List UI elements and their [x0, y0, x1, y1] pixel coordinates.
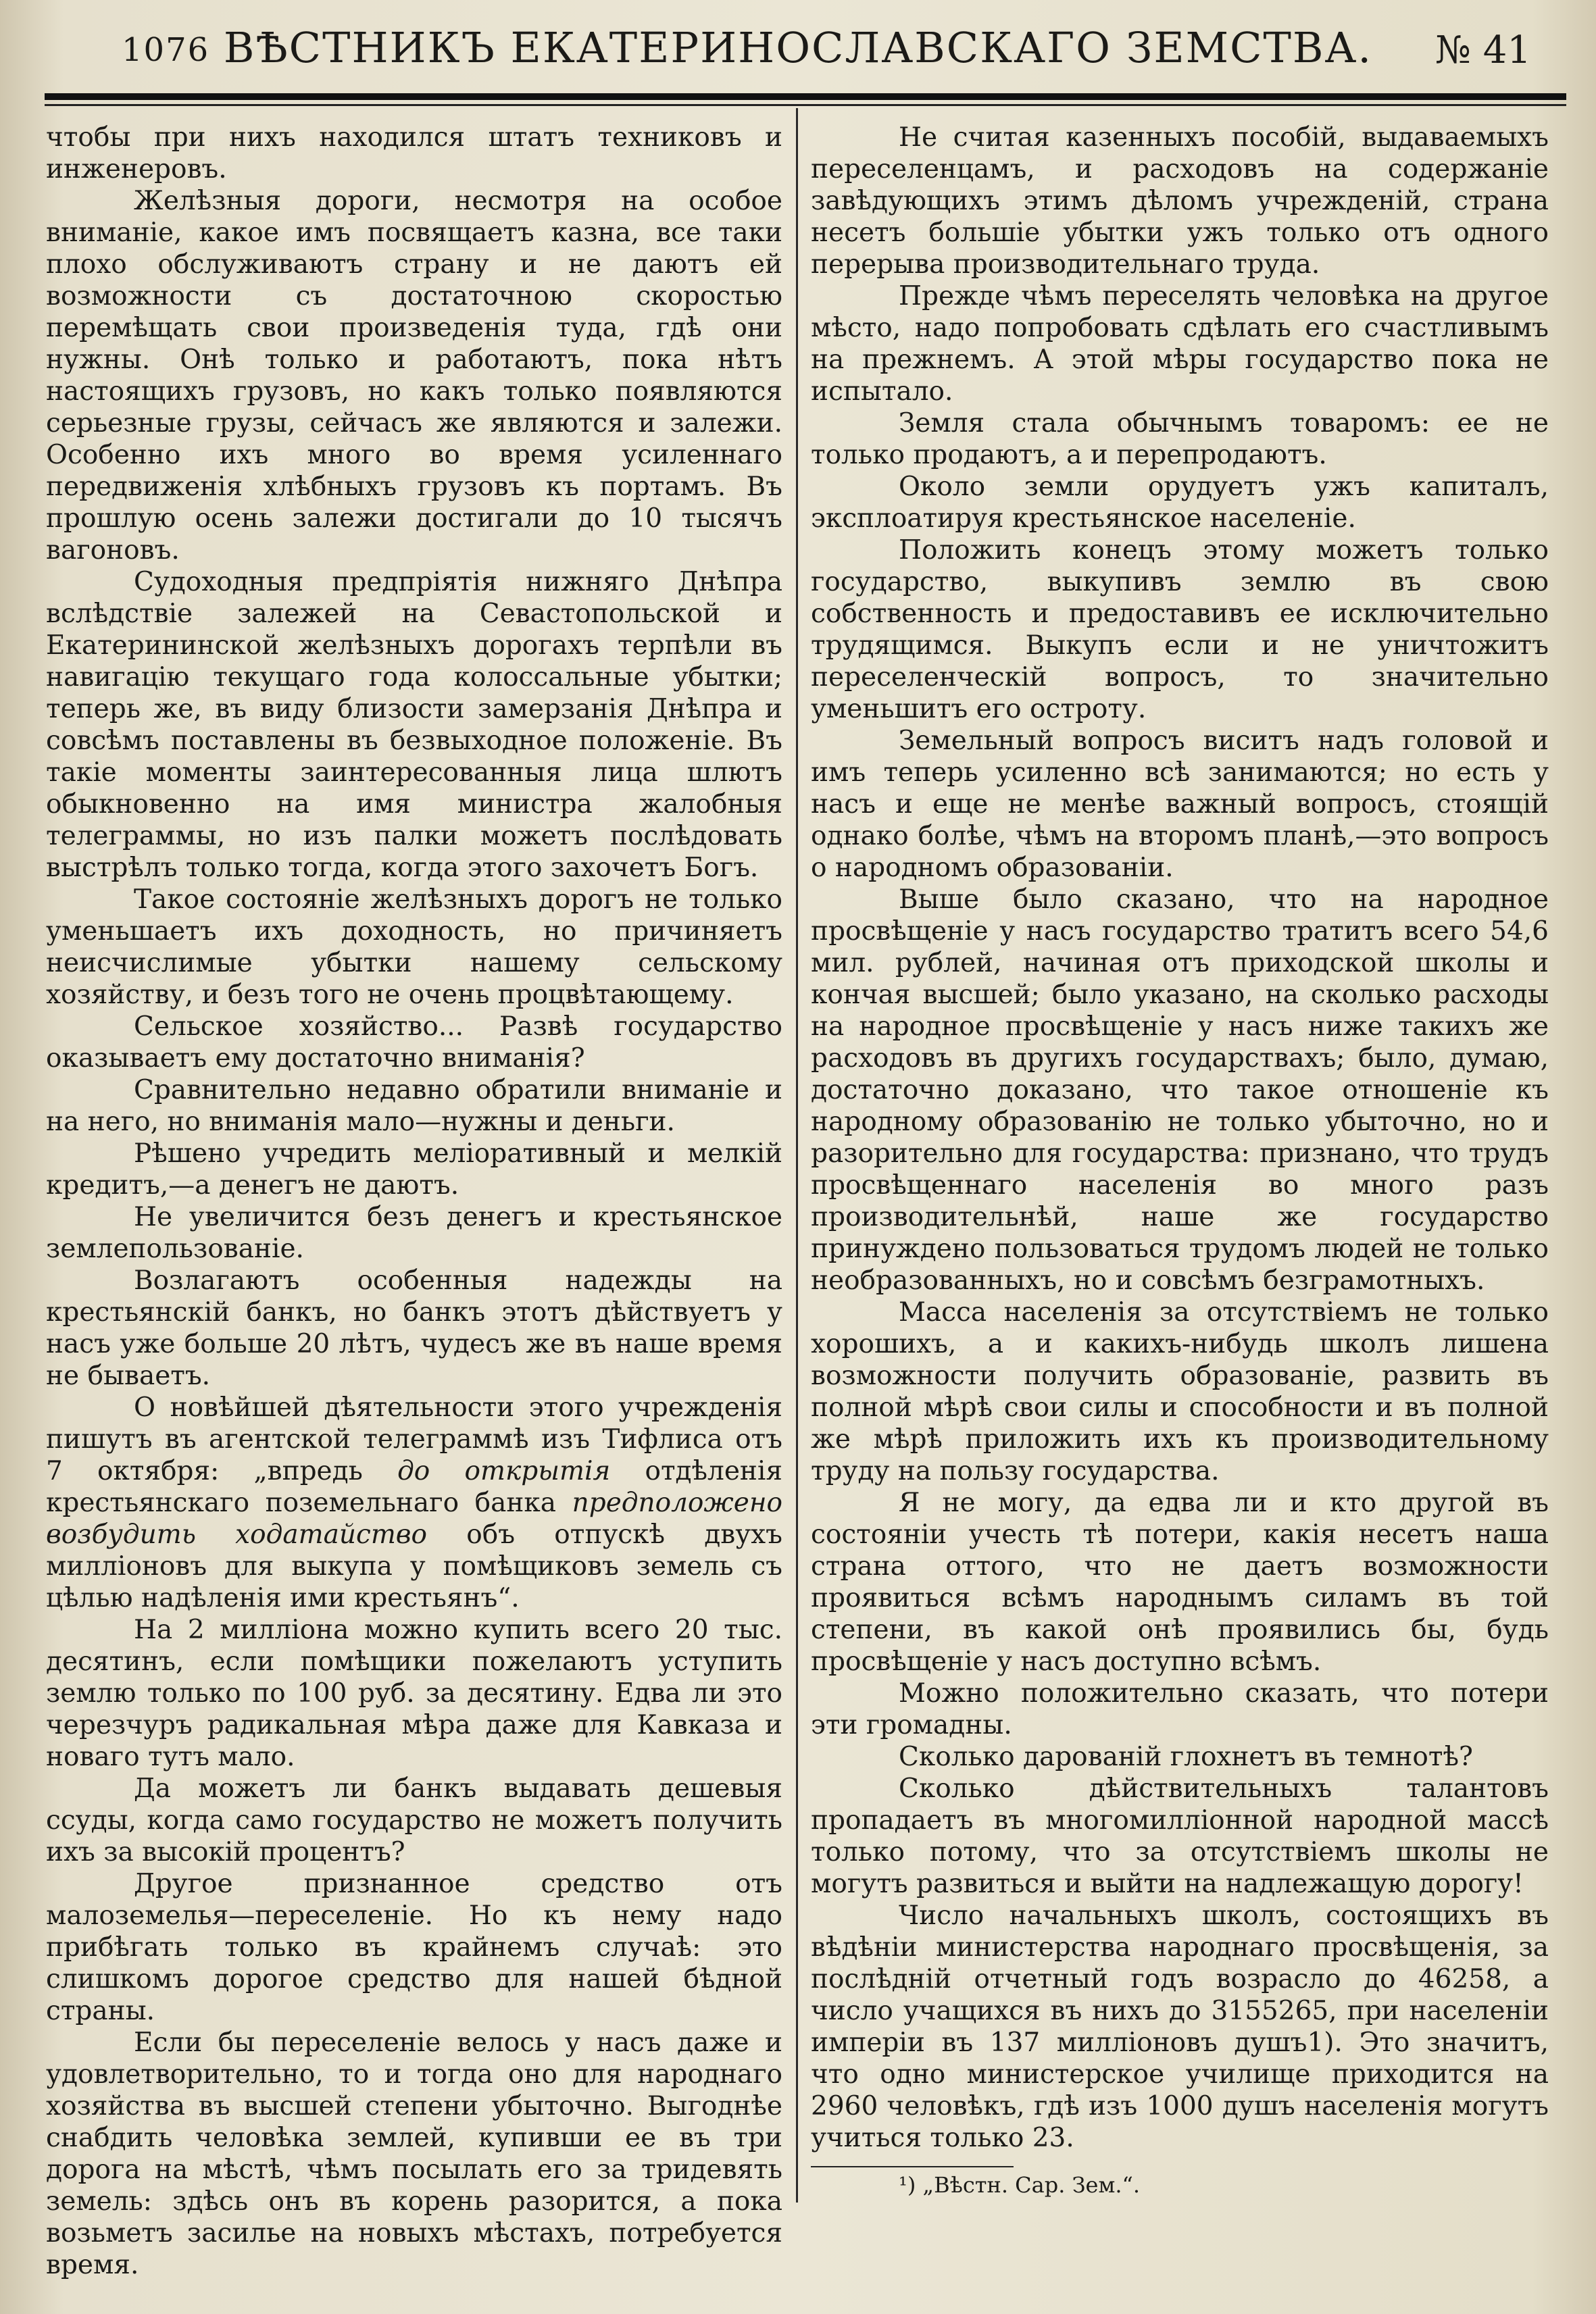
- paragraph: Прежде чѣмъ переселять человѣка на другое мѣсто, надо попробовать сдѣлать его счастливымъ на прежнемъ. А этой мѣры государство пока не испытало.: [811, 281, 1549, 407]
- footnote: ¹) „Вѣстн. Сар. Зем.“.: [899, 2172, 1141, 2198]
- column-divider: [796, 108, 798, 2203]
- paragraph: Рѣшено учредить меліоративный и мелкій кредитъ,—а денегъ не даютъ.: [46, 1138, 782, 1201]
- paragraph: Можно положительно сказать, что потери эти громадны.: [811, 1678, 1549, 1740]
- page-number: 1076: [122, 31, 210, 69]
- paragraph: Масса населенія за отсутствіемъ не только хорошихъ, а и какихъ-нибудь школъ лишена возможности получить образованіе, развить въ полной мѣрѣ свои силы и способности и въ полной же мѣрѣ приложить ихъ къ производительному труду на пользу государства.: [811, 1297, 1549, 1486]
- paragraph: Судоходныя предпріятія нижняго Днѣпра вслѣдствіе залежей на Севастопольской и Екатерининской желѣзныхъ дорогахъ терпѣли въ навигацію текущаго года колоссальные убытки; теперь же, въ виду близости замерзанія Днѣпра и совсѣмъ поставлены въ безвыходное положеніе. Въ такіе моменты заинтересованныя лица шлютъ обыкновенно на имя министра жалобныя телеграммы, но изъ палки можетъ послѣдовать выстрѣлъ только тогда, когда этого захочетъ Богъ.: [46, 567, 782, 883]
- paragraph: Если бы переселеніе велось у насъ даже и удовлетворительно, то и тогда оно для народнаго хозяйства въ высшей степени убыточно. Выгоднѣе снабдить человѣка землей, купивши ее въ три дорога на мѣстѣ, чѣмъ посылать его за тридевять земель: здѣсь онъ въ корень разорится, а пока возьметъ засилье на новыхъ мѣстахъ, потребуется время.: [46, 2028, 782, 2280]
- page-header: [41, 20, 1555, 88]
- paragraph: Сравнительно недавно обратили вниманіе и на него, но вниманія мало—нужны и деньги.: [46, 1075, 782, 1137]
- quote-italic: до открытія: [397, 1456, 611, 1486]
- issue-number: № 41: [1435, 28, 1531, 72]
- paragraph: Да можетъ ли банкъ выдавать дешевыя ссуды, когда само государство не можетъ получить ихъ за высокій процентъ?: [46, 1774, 782, 1867]
- quote-text: объ отпускѣ двухъ милліоновъ для выкупа у помѣщиковъ земель съ цѣлью надѣленія ими крестьянъ“.: [46, 1519, 782, 1613]
- footnote-rule: [811, 2166, 1014, 2167]
- paragraph: Положить конецъ этому можетъ только государство, выкупивъ землю въ свою собственность и предоставивъ ее исключительно трудящимся. Выкупъ если и не уничтожитъ переселенческій вопросъ, то значительно уменьшитъ его остроту.: [811, 535, 1549, 724]
- journal-title: ВѢСТНИКЪ ЕКАТЕРИНОСЛАВСКАГО ЗЕМСТВА.: [223, 23, 1373, 72]
- paragraph: Число начальныхъ школъ, состоящихъ въ вѣдѣніи министерства народнаго просвѣщенія, за послѣдній отчетный годъ возрасло до 46258, а число учащихся въ нихъ до 3155265, при населеніи имперіи въ 137 милліоновъ душъ1). Это значитъ, что одно министерское училище приходится на 2960 человѣкъ, гдѣ изъ 1000 душъ населенія могутъ учиться только 23.: [811, 1901, 1549, 2153]
- header-rule-thin: [45, 104, 1566, 106]
- paragraph: Не увеличится безъ денегъ и крестьянское землепользованіе.: [46, 1202, 782, 1264]
- paragraph: Я не могу, да едва ли и кто другой въ состояніи учесть тѣ потери, какія несетъ наша страна оттого, что не даетъ возможности проявиться всѣмъ народнымъ силамъ въ той степени, въ какой онѣ проявились бы, будь просвѣщеніе у насъ доступно всѣмъ.: [811, 1488, 1549, 1677]
- paragraph: Около земли орудуетъ ужъ капиталъ, эксплоатируя крестьянское населеніе.: [811, 472, 1549, 534]
- paragraph: чтобы при нихъ находился штатъ техниковъ и инженеровъ.: [46, 122, 782, 184]
- quote-text: О новѣйшей дѣятельности этого учрежденія пишутъ въ агентской телеграммѣ изъ Тифлиса отъ 7 октября: „впредь: [46, 1392, 782, 1486]
- paragraph: Выше было сказано, что на народное просвѣщеніе у насъ государство тратитъ всего 54,6 мил. рублей, начиная отъ приходской школы и кончая высшей; было указано, на сколько расходы на народное просвѣщеніе у насъ ниже такихъ же расходовъ въ другихъ государствахъ; было, думаю, достаточно доказано, что такое отношеніе къ народному образованію не только убыточно, но и разорительно для государства: признано, что трудъ просвѣщеннаго населенія во много разъ производительнѣй, наше же государство принуждено пользоваться трудомъ людей не только необразованныхъ, но и совсѣмъ безграмотныхъ.: [811, 884, 1549, 1296]
- paragraph: Сельское хозяйство... Развѣ государство оказываетъ ему достаточно вниманія?: [46, 1011, 782, 1074]
- right-column: [811, 122, 1549, 2198]
- paragraph: Возлагаютъ особенныя надежды на крестьянскій банкъ, но банкъ этотъ дѣйствуетъ у насъ уже больше 20 лѣтъ, чудесъ же въ наше время не бываетъ.: [46, 1265, 782, 1391]
- quote-italic: предположено возбудить ходатайство: [46, 1488, 782, 1550]
- paragraph: Земельный вопросъ виситъ надъ головой и имъ теперь усиленно всѣ занимаются; но есть у насъ и еще не менѣе важный вопросъ, стоящій однако болѣе, чѣмъ на второмъ планѣ,—это вопросъ о народномъ образованіи.: [811, 726, 1549, 883]
- paragraph-telegram-quote: [46, 1392, 782, 1614]
- paragraph: Сколько дарованій глохнетъ въ темнотѣ?: [899, 1742, 1473, 1772]
- paragraph: Желѣзныя дороги, несмотря на особое вниманіе, какое имъ посвящаетъ казна, все таки плохо обслуживаютъ страну и не даютъ ей возможности съ достаточною скоростью перемѣщать свои произведенія туда, гдѣ они нужны. Онѣ только и работаютъ, пока нѣтъ настоящихъ грузовъ, но какъ только появляются серьезные грузы, сейчасъ же являются и залежи. Особенно ихъ много во время усиленнаго передвиженія хлѣбныхъ грузовъ къ портамъ. Въ прошлую осень залежи достигали до 10 тысячъ вагоновъ.: [46, 186, 782, 565]
- paragraph: Земля стала обычнымъ товаромъ: ее не только продаютъ, а и перепродаютъ.: [811, 408, 1549, 470]
- left-column: [46, 122, 782, 2281]
- header-rule-thick: [45, 93, 1566, 100]
- paragraph: Такое состояніе желѣзныхъ дорогъ не только уменьшаетъ ихъ доходность, но причиняетъ неисчислимые убытки нашему сельскому хозяйству, и безъ того не очень процвѣтающему.: [46, 884, 782, 1010]
- paragraph: Другое признанное средство отъ малоземелья—переселеніе. Но къ нему надо прибѣгать только въ крайнемъ случаѣ: это слишкомъ дорогое средство для нашей бѣдной страны.: [46, 1869, 782, 2026]
- quote-text: отдѣленія крестьянскаго поземельнаго банка: [46, 1456, 782, 1518]
- paragraph: Не считая казенныхъ пособій, выдаваемыхъ переселенцамъ, и расходовъ на содержаніе завѣдующихъ этимъ дѣломъ учрежденій, страна несетъ большіе убытки ужъ только отъ одного перерыва производительнаго труда.: [811, 122, 1549, 280]
- paragraph: На 2 милліона можно купить всего 20 тыс. десятинъ, если помѣщики пожелаютъ уступить землю только по 100 руб. за десятину. Едва ли это черезчуръ радикальная мѣра даже для Кавказа и новаго тутъ мало.: [46, 1615, 782, 1772]
- paragraph: Сколько дѣйствительныхъ талантовъ пропадаетъ въ многомилліонной народной массѣ только потому, что за отсутствіемъ школы не могутъ развиться и выйти на надлежащую дорогу!: [811, 1774, 1549, 1899]
